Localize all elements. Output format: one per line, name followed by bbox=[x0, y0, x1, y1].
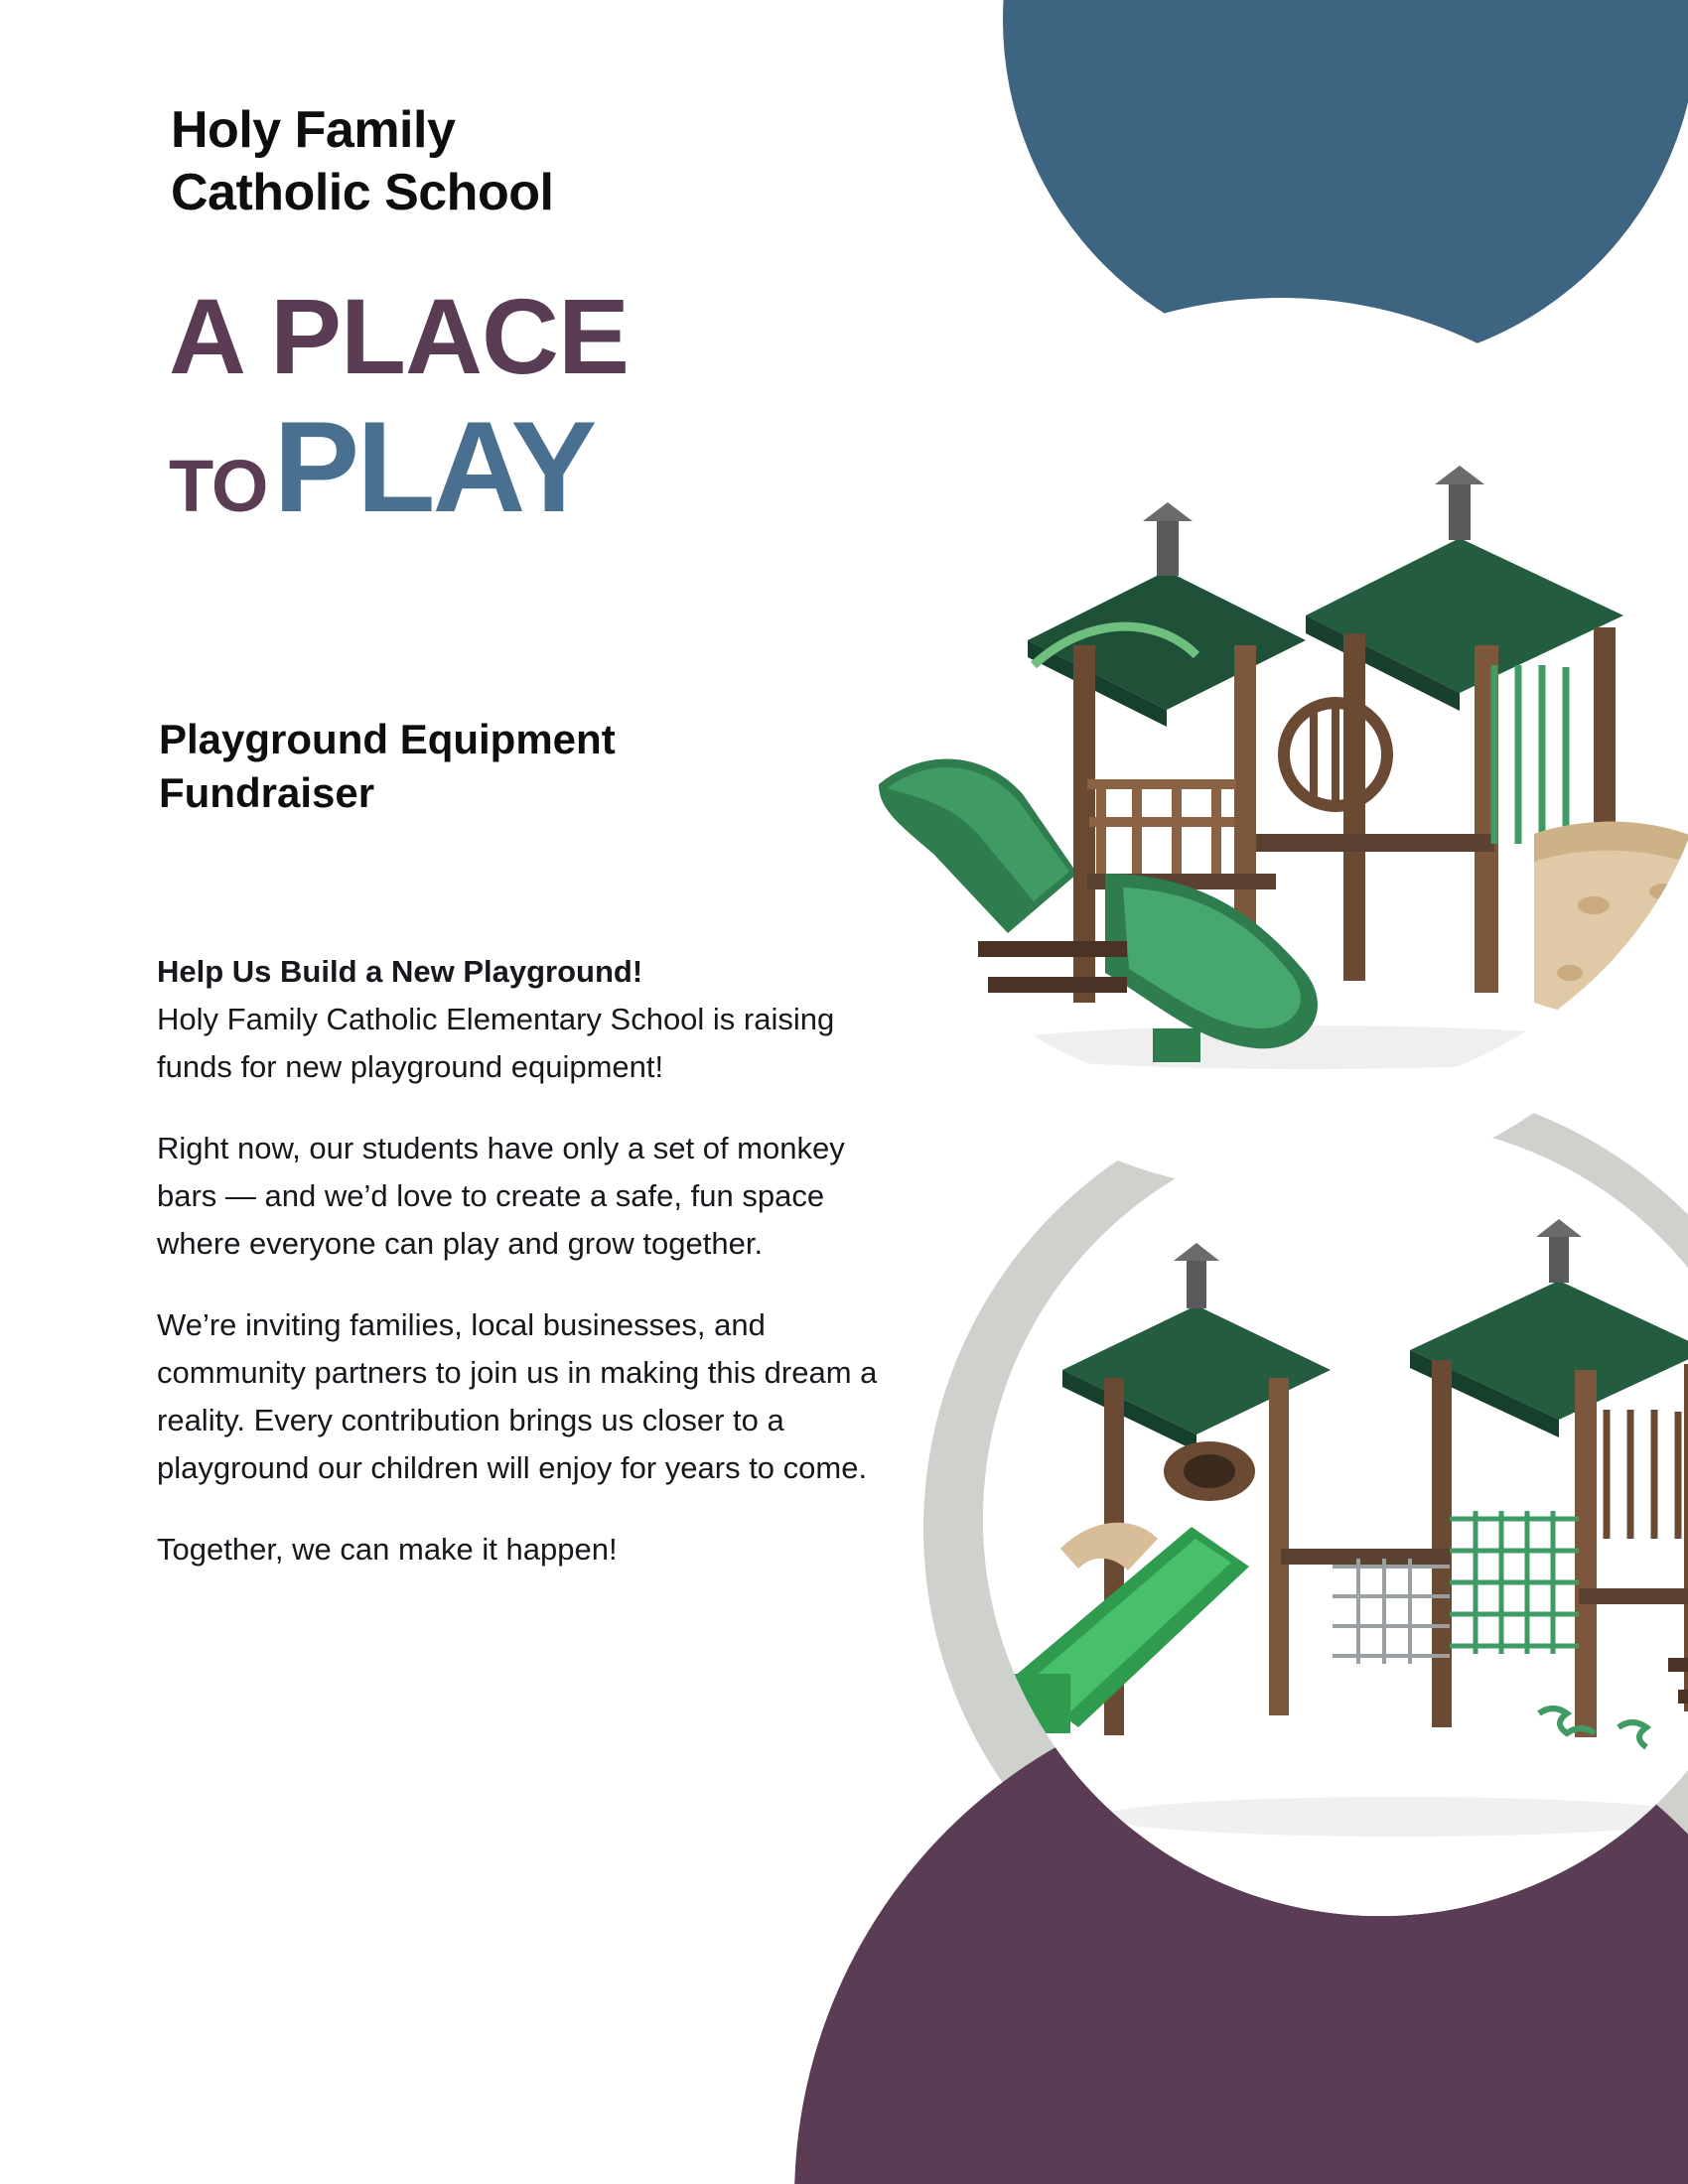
playground-photo-bottom-image bbox=[983, 1122, 1688, 1916]
playground-illustration-bottom bbox=[983, 1122, 1688, 1916]
school-name-line1: Holy Family bbox=[171, 101, 456, 159]
body-paragraph-4: Together, we can make it happen! bbox=[157, 1532, 618, 1568]
school-name-line2: Catholic School bbox=[171, 164, 554, 222]
school-name bbox=[171, 99, 786, 225]
playground-photo-top-image bbox=[839, 318, 1688, 1102]
flyer-subtitle: Playground Equipment Fundraiser bbox=[159, 716, 616, 816]
body-paragraph-3: We’re inviting families, local businesses, and community partners to join us in making this dream a reality. Every contribution brings us closer to a playground our children will enjoy for years to come. bbox=[157, 1307, 878, 1486]
playground-illustration-top bbox=[839, 318, 1688, 1102]
title-word-to: TO bbox=[169, 444, 268, 527]
body-paragraph-2: Right now, our students have only a set of monkey bars — and we’d love to create a safe, fun space where everyone can play and grow together. bbox=[157, 1131, 845, 1262]
title-line-a-place: A PLACE bbox=[169, 276, 630, 396]
flyer-body bbox=[157, 948, 892, 1574]
flyer-title bbox=[169, 276, 804, 539]
playground-photo-top bbox=[839, 318, 1688, 1102]
body-lead-heading: Help Us Build a New Playground! bbox=[157, 954, 643, 989]
playground-photo-bottom bbox=[983, 1122, 1688, 1916]
body-lead-paragraph: Holy Family Catholic Elementary School is raising funds for new playground equipment! bbox=[157, 1002, 835, 1085]
title-line-to-play bbox=[169, 393, 804, 539]
title-word-play: PLAY bbox=[273, 393, 595, 539]
